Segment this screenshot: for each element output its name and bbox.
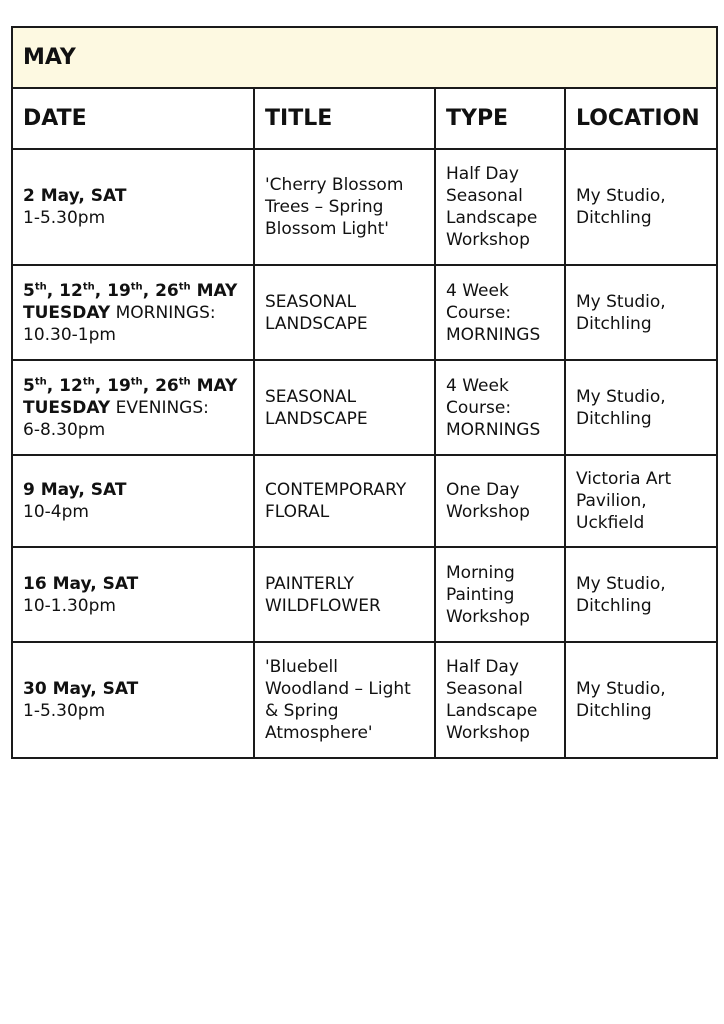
- date-list: 5th, 12th, 19th, 26th MAY: [23, 280, 238, 301]
- time-label: 10-4pm: [23, 502, 89, 522]
- time-label: 6-8.30pm: [23, 419, 106, 440]
- type-cell: 4 Week Course: MORNINGS: [435, 360, 565, 455]
- table-row: [12, 455, 717, 547]
- time-label: 10-1.30pm: [23, 595, 116, 616]
- location-cell: My Studio, Ditchling: [565, 642, 717, 758]
- type-cell: Half Day Seasonal Landscape Workshop: [435, 642, 565, 758]
- date-cell: [12, 455, 254, 547]
- title-cell: SEASONAL LANDSCAPE: [254, 360, 435, 455]
- header-type: TYPE: [435, 88, 565, 149]
- day-session: [23, 397, 243, 419]
- location-cell: My Studio, Ditchling: [565, 149, 717, 265]
- table-row: [12, 360, 717, 455]
- title-cell: SEASONAL LANDSCAPE: [254, 265, 435, 360]
- date-list: 5th, 12th, 19th, 26th MAY: [23, 375, 238, 396]
- type-cell: Half Day Seasonal Landscape Workshop: [435, 149, 565, 265]
- title-cell: PAINTERLY WILDFLOWER: [254, 547, 435, 642]
- day-label: TUESDAY: [23, 397, 111, 418]
- date-cell: [12, 360, 254, 455]
- location-cell: My Studio, Ditchling: [565, 360, 717, 455]
- location-cell: My Studio, Ditchling: [565, 547, 717, 642]
- title-cell: 'Bluebell Woodland – Light & Spring Atmosphere': [254, 642, 435, 758]
- header-title: TITLE: [254, 88, 435, 149]
- month-header-row: [12, 27, 717, 88]
- date-label: 16 May, SAT: [23, 573, 139, 594]
- time-label: 1-5.30pm: [23, 208, 106, 228]
- day-session: [23, 302, 243, 324]
- table-row: [12, 265, 717, 360]
- type-cell: One Day Workshop: [435, 455, 565, 547]
- session-label: MORNINGS:: [115, 302, 216, 323]
- title-cell: CONTEMPORARY FLORAL: [254, 455, 435, 547]
- date-cell: [12, 265, 254, 360]
- type-cell: Morning Painting Workshop: [435, 547, 565, 642]
- date-label: 2 May, SAT: [23, 186, 127, 206]
- workshop-schedule-table: [11, 26, 718, 759]
- location-cell: Victoria Art Pavilion, Uckfield: [565, 455, 717, 547]
- month-title: MAY: [12, 27, 717, 88]
- date-cell: [12, 547, 254, 642]
- title-cell: 'Cherry Blossom Trees – Spring Blossom Light': [254, 149, 435, 265]
- date-label: 9 May, SAT: [23, 480, 127, 500]
- time-label: 1-5.30pm: [23, 701, 106, 721]
- date-label: 30 May, SAT: [23, 679, 139, 699]
- session-label: EVENINGS:: [115, 397, 209, 418]
- column-header-row: [12, 88, 717, 149]
- table-row: [12, 149, 717, 265]
- location-cell: My Studio, Ditchling: [565, 265, 717, 360]
- header-date: DATE: [12, 88, 254, 149]
- table-row: [12, 642, 717, 758]
- time-label: 10.30-1pm: [23, 324, 116, 345]
- table-row: [12, 547, 717, 642]
- header-location: LOCATION: [565, 88, 717, 149]
- date-cell: [12, 642, 254, 758]
- day-label: TUESDAY: [23, 302, 111, 323]
- date-cell: [12, 149, 254, 265]
- type-cell: 4 Week Course: MORNINGS: [435, 265, 565, 360]
